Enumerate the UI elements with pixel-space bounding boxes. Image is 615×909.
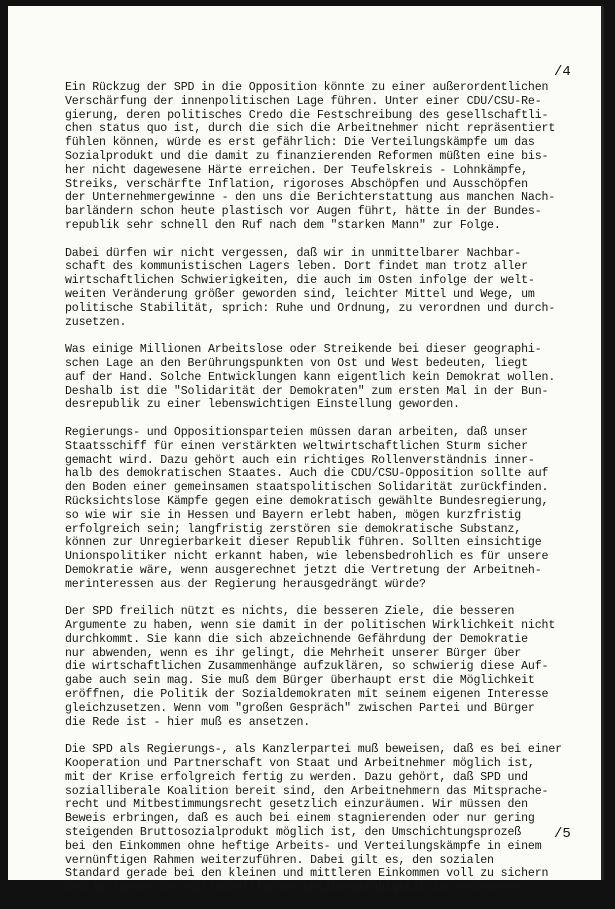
text-line: so wie wir sie in Hessen und Bayern erlebt haben, mögen kurzfristig [65, 508, 522, 522]
text-line: Argumente zu haben, wenn sie damit in der politischen Wirklichkeit nicht [65, 619, 556, 633]
text-line: fühlen können, würde es erst gefährlich: Die Verteilungskämpfe um das [65, 136, 535, 150]
text-line: den Boden einer gemeinsamen staatspolitischen Solidarität zurückfinden. [65, 481, 549, 495]
text-line: durchkommt. Sie kann die sich abzeichnende Gefährdung der Demokratie [65, 632, 528, 646]
text-line: zusetzen. [65, 315, 127, 329]
text-line: Kooperation und Partnerschaft von Staat und Arbeitnehmer möglich ist, [65, 757, 535, 771]
paragraph-3 [65, 343, 595, 412]
text-line: erfolgreich sein; langfristig zerstören sie demokratische Substanz, [65, 522, 522, 536]
text-line: die wirtschaftlichen Zusammenhänge aufzuklären, so schwierig diese Auf- [65, 660, 549, 674]
text-line: recht und Mitbestimmungsrecht gesetzlich einzuräumen. Wir müssen den [65, 798, 528, 812]
text-line: gleichzusetzen. Wenn vom "großen Gespräch" zwischen Partei und Bürger [65, 701, 535, 715]
text-line: gierung, deren politisches Credo die Festschreibung des gesellschaftli- [65, 108, 549, 122]
text-line: und im Rahmen der wirtschaftlichen Leistungsfähigkeit zu verbessern. [65, 881, 528, 895]
text-line: Demokratie wäre, wenn ausgerechnet jetzt die Vertretung der Arbeitneh- [65, 563, 542, 577]
text-line: Regierungs- und Oppositionsparteien müssen daran arbeiten, daß unser [65, 425, 528, 439]
paragraph-2 [65, 247, 595, 330]
text-line: nur abwenden, wenn es ihr gelingt, die Mehrheit unserer Bürger über [65, 646, 522, 660]
text-line: bei den Einkommen ohne heftige Arbeits- und Verteilungskämpfe in einem [65, 839, 542, 853]
text-line: halb des demokratischen Staates. Auch die CDU/CSU-Opposition sollte auf [65, 467, 549, 481]
text-line: barländern schon heute plastisch vor Augen führt, hätte in der Bundes- [65, 205, 542, 219]
text-line: gemacht wird. Dazu gehört auch ein richtiges Rollenverständnis inner- [65, 453, 535, 467]
text-line: republik sehr schnell den Ruf nach dem "starken Mann" zur Folge. [65, 218, 501, 232]
paragraph-5 [65, 605, 595, 729]
text-line: sozialliberale Koalition bereit sind, den Arbeitnehmern das Mitsprache- [65, 784, 549, 798]
text-line: Dabei dürfen wir nicht vergessen, daß wir in unmittelbarer Nachbar- [65, 246, 522, 260]
text-line: desrepublik zu einer lebenswichtigen Einstellung geworden. [65, 398, 460, 412]
paragraph-4 [65, 426, 595, 592]
text-line: steigenden Bruttosozialprodukt möglich ist, den Umschichtungsprozeß [65, 826, 522, 840]
text-line: Deshalb ist die "Solidarität der Demokraten" zum ersten Mal in der Bun- [65, 384, 549, 398]
document-page [8, 6, 604, 895]
text-line: Standard gerade bei den kleinen und mittleren Einkommen voll zu sichern [65, 867, 549, 881]
text-line: die Rede ist - hier muß es ansetzen. [65, 715, 311, 729]
text-line: chen status quo ist, durch die sich die Arbeitnehmer nicht repräsentiert [65, 122, 556, 136]
text-line: schaft des kommunistischen Lagers leben. Dort findet man trotz aller [65, 260, 528, 274]
text-line: mit der Krise erfolgreich fertig zu werden. Dazu gehört, daß SPD und [65, 770, 528, 784]
text-line: Beweis erbringen, daß es auch bei einem stagnierenden oder nur gering [65, 812, 535, 826]
text-line: Rücksichtslose Kämpfe gegen eine demokratisch gewählte Bundesregierung, [65, 494, 549, 508]
text-line: Ein Rückzug der SPD in die Opposition könnte zu einer außerordentlichen [65, 81, 549, 94]
text-line: gabe auch sein mag. Sie muß dem Bürger überhaupt erst die Möglichkeit [65, 674, 535, 688]
text-line: auf der Hand. Solche Entwicklungen kann eigentlich kein Demokrat wollen. [65, 370, 556, 384]
paragraph-1 [65, 81, 595, 233]
text-line: politische Stabilität, sprich: Ruhe und Ordnung, zu verordnen und durch- [65, 301, 556, 315]
text-line: Der SPD freilich nützt es nichts, die besseren Ziele, die besseren [65, 605, 515, 619]
text-line: wirtschaftlichen Schwierigkeiten, die auch im Osten infolge der welt- [65, 274, 535, 288]
text-line: können zur Unregierbarkeit dieser Republik führen. Sollten einsichtige [65, 536, 542, 550]
text-line: Verschärfung der innenpolitischen Lage führen. Unter einer CDU/CSU-Re- [65, 94, 542, 108]
body-text [65, 81, 595, 909]
text-line: Sozialprodukt und die damit zu finanzierenden Reformen müßten eine bis- [65, 149, 549, 163]
text-line: Die SPD als Regierungs-, als Kanzlerpartei muß beweisen, daß es bei einer [65, 743, 562, 757]
text-line: Was einige Millionen Arbeitslose oder Streikende bei dieser geographi- [65, 343, 542, 357]
page-mark-bottom: /5 [554, 826, 571, 842]
text-line: her nicht dagewesene Härte erreichen. Der Teufelskreis - Lohnkämpfe, [65, 163, 528, 177]
text-line: vernünftigen Rahmen weiterzuführen. Dabei gilt es, den sozialen [65, 853, 494, 867]
text-line: weiten Veränderung größer geworden sind, leichter Mittel und Wege, um [65, 287, 535, 301]
paragraph-6 [65, 743, 595, 895]
page-mark-top: /4 [554, 64, 571, 80]
text-line: Unionspolitiker nicht erkannt haben, wie lebensbedrohlich es für unsere [65, 550, 549, 564]
text-line: Streiks, verschärfte Inflation, rigoroses Abschöpfen und Ausschöpfen [65, 177, 528, 191]
text-line: Staatsschiff für einen verstärkten weltwirtschaftlichen Sturm sicher [65, 439, 528, 453]
text-line: der Unternehmergewinne - den uns die Berichterstattung aus manchen Nach- [65, 191, 556, 205]
text-line: eröffnen, die Politik der Sozialdemokraten mit seinem eigenen Interesse [65, 688, 549, 702]
text-line: schen Lage an den Berührungspunkten von Ost und West bedeuten, liegt [65, 356, 528, 370]
text-line: merinteressen aus der Regierung herausgedrängt würde? [65, 577, 426, 591]
